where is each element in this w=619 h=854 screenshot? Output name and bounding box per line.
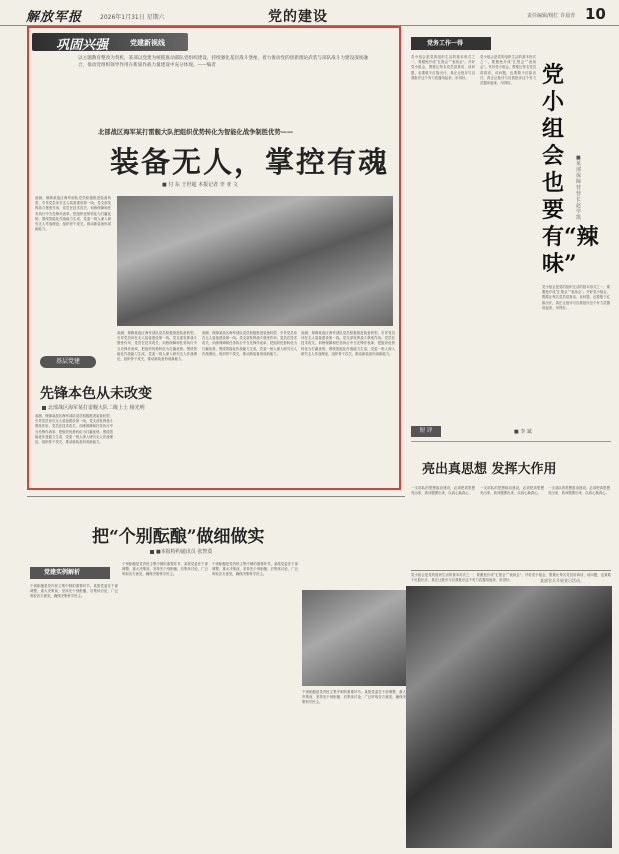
right-body-col3: 党小组会是党的组织生活的基本形式之一，要避免开成“汇报会”“表扬会”。开好党小组会，既要让每名党员讲真话、谈问题，也要敢于红脸出汗，真正让批评与自我批评这个有力武器用起来、用得好。 — [542, 285, 610, 310]
right-footnote: 党小组会是党的组织生活的基本形式之一，要避免开成“汇报会”“表扬会”。开好党小组会，既要让每名党员讲真话、谈问题，也要敢于红脸出汗，真正让批评与自我批评这个有力武器用起来、用得好。 — [411, 573, 611, 583]
feature-main-photo — [117, 196, 393, 326]
page-number: 10 — [585, 5, 606, 23]
bottom-section-tab: 党建实例解析 — [30, 567, 110, 579]
slogan-headline: 亮出真思想 发挥大作用 — [422, 462, 557, 477]
right-vertical-source: ■某部保障营营长 赵学凯 — [576, 155, 582, 221]
feature-kicker: 北部战区海军某打雷舰大队把组织优势转化为智能化战争制胜优势—— — [98, 129, 294, 136]
right-body-col1: 党小组会是党的组织生活的基本形式之一，要避免开成“汇报会”“表扬会”。开好党小组会，既要让每名党员讲真话、谈问题，也要敢于红脸出汗，真正让批评与自我批评这个有力武器用起来、用得好。 — [411, 55, 475, 80]
feature-body-col2: 洞测、保障某战区海军部队党员积极推进装备转型，引导党员冲在无人装备建设第一线。党支部发挥战斗堡垒作用，党员在技术攻关、训练保障和任务执行中当先锋作表率，把组织优势转化为打赢优势。围绕智能化作战能力生成，党委一班人深入研究无人作战理论，组织骨干攻关，推动新装备形成新能力。 — [117, 331, 197, 362]
right-vertical-headline: 党小组会也要有“辣味” — [542, 62, 599, 277]
bottom-body-col2: 个别酝酿是党内民主集中制的重要环节。某旅党委在干部调整、重大决策前，坚持先个别酝酿、后集体讨论，广泛听取各方意见，确保决策科学民主。 — [122, 562, 208, 577]
right-section-tab: 党务工作一得 — [411, 37, 491, 50]
feature-headline: 装备无人，掌控有魂 — [110, 145, 390, 179]
bottom-source: ■本报特约通讯员 张智莫 — [150, 548, 212, 555]
slogan-body-2: 一支部队的思想政治建设，必须把真思想亮出来，真问题摆出来，以真心换真心。 — [480, 486, 544, 496]
banner-sub: 党建新视线 — [130, 39, 165, 47]
sub-source: 北部战区海军某打雷舰大队二级上士 杨光明 — [42, 404, 145, 411]
bottom-photo-left — [302, 590, 406, 686]
bottom-body-col3: 个别酝酿是党内民主集中制的重要环节。某旅党委在干部调整、重大决策前，坚持先个别酝酿、后集体讨论，广泛听取各方意见，确保决策科学民主。 — [212, 562, 298, 577]
slogan-body-3: 一支部队的思想政治建设，必须把真思想亮出来，真问题摆出来，以真心换真心。 — [548, 486, 610, 496]
grassroots-badge: 基层党建 — [40, 356, 96, 368]
feature-body-col4: 洞测、保障某战区海军部队党员积极推进装备转型，引导党员冲在无人装备建设第一线。党支部发挥战斗堡垒作用，党员在技术攻关、训练保障和任务执行中当先锋作表率，把组织优势转化为打赢优势。围绕智能化作战能力生成，党委一班人深入研究无人作战理论，组织骨干攻关，推动新装备形成新能力。 — [301, 331, 395, 356]
banner-main: 巩固兴强 — [56, 38, 109, 53]
bottom-headline: 把“个别酝酿”做细做实 — [92, 527, 265, 547]
right-body-col2: 党小组会是党的组织生活的基本形式之一，要避免开成“汇报会”“表扬会”。开好党小组会，既要让每名党员讲真话、谈问题，也要敢于红脸出汗，真正让批评与自我批评这个有力武器用起来、用得好。 — [480, 55, 536, 86]
issue-date: 2026年1月31日 星期六 — [100, 14, 165, 21]
feature-banner — [32, 33, 188, 51]
bottom-divider — [27, 496, 405, 497]
short-comment-byline: ■ 李 斌 — [514, 429, 532, 435]
right-divider — [411, 570, 611, 571]
slogan-body-1: 一支部队的思想政治建设，必须把真思想亮出来，真问题摆出来，以真心换真心。 — [411, 486, 475, 496]
editor-credit: 责任编辑/杨忙 许晨青 — [527, 13, 576, 19]
sub-headline: 先锋本色从未改变 — [40, 386, 152, 402]
short-comment-tag: 短 评 — [411, 426, 441, 437]
bottom-photo — [406, 586, 612, 848]
editor-intro: 以主题教育整改为契机，某部以党建为统揽推动部队党组织建设，持续强化基层战斗堡垒，着力推动党的创新理论武装与部队战斗力建设深度融合，推动党组织领导作用在新质作战力量建设中充分体现。——编者 — [78, 56, 368, 68]
feature-body-col1: 洞测、保障某战区海军部队党员积极推进装备转型，引导党员冲在无人装备建设第一线。党支部发挥战斗堡垒作用，党员在技术攻关、训练保障和任务执行中当先锋作表率，把组织优势转化为打赢优势。围绕智能化作战能力生成，党委一班人深入研究无人作战理论，组织骨干攻关，推动新装备形成新能力。 — [35, 196, 111, 232]
section-title: 党的建设 — [268, 9, 328, 25]
bottom-body-col1: 个别酝酿是党内民主集中制的重要环节。某旅党委在干部调整、重大决策前，坚持先个别酝酿、后集体讨论，广泛听取各方意见，确保决策科学民主。 — [30, 584, 118, 599]
feature-body-col3: 洞测、保障某战区海军部队党员积极推进装备转型，引导党员冲在无人装备建设第一线。党支部发挥战斗堡垒作用，党员在技术攻关、训练保障和任务执行中当先锋作表率，把组织优势转化为打赢优势。围绕智能化作战能力生成，党委一班人深入研究无人作战理论，组织骨干攻关，推动新装备形成新能力。 — [202, 331, 297, 356]
bottom-photo-caption: 某部官兵开展党日活动。 — [540, 578, 584, 583]
sub-body-a: 洞测、保障某战区海军部队党员积极推进装备转型，引导党员冲在无人装备建设第一线。党支部发挥战斗堡垒作用，党员在技术攻关、训练保障和任务执行中当先锋作表率，把组织优势转化为打赢优势。围绕智能化作战能力生成，党委一班人深入研究无人作战理论，组织骨干攻关，推动新装备形成新能力。 — [35, 414, 113, 445]
feature-byline: ■ 付 东 王世超 本报记者 李 亚 文 — [162, 182, 238, 188]
newspaper-logo: 解放军报 — [26, 10, 83, 25]
bottom-body-col4: 个别酝酿是党内民主集中制的重要环节。某旅党委在干部调整、重大决策前，坚持先个别酝酿、后集体讨论，广泛听取各方意见，确保决策科学民主。 — [302, 690, 406, 705]
